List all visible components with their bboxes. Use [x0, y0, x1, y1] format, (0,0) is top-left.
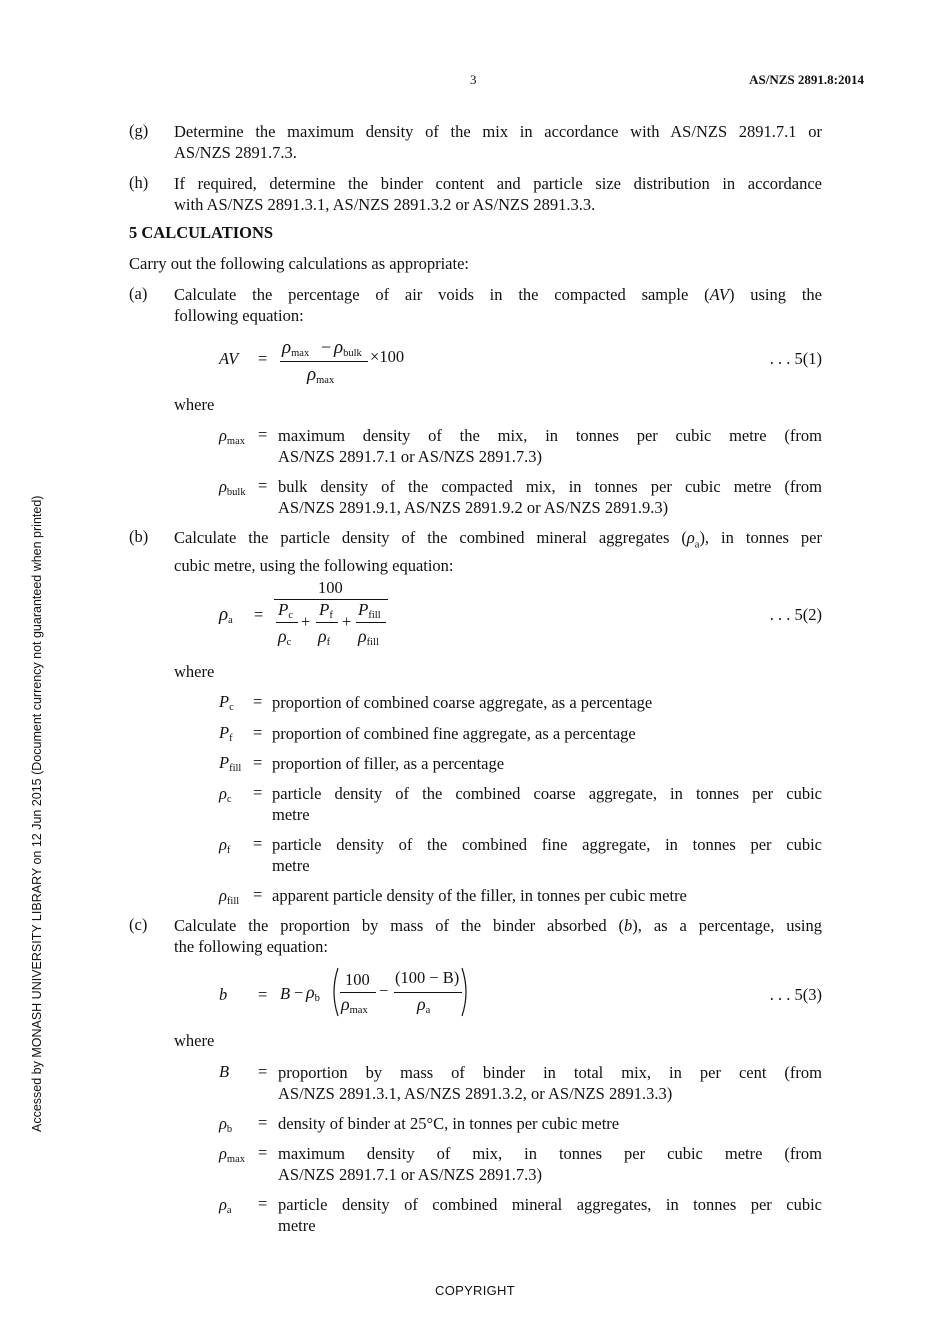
eq2-rho-f — [318, 626, 330, 648]
def-b-eq-1: = — [253, 723, 263, 742]
rho-symbol: ρ — [417, 994, 426, 1014]
def-b-sym-4 — [219, 835, 230, 856]
step-g-line1: Determine the maximum density of the mix in accordance with AS/NZS 2891.7.1 or — [174, 122, 822, 141]
eq1-equals: = — [258, 349, 268, 368]
sub-c: c — [286, 637, 292, 648]
def-a-line2-1: AS/NZS 2891.9.1, AS/NZS 2891.9.2 or AS/NZS 2891.9.3) — [278, 498, 669, 517]
eq3-num-100-B — [395, 968, 459, 988]
def-c-eq-0: = — [258, 1062, 268, 1081]
eq3-bar-1 — [340, 992, 376, 993]
eq2-equals: = — [254, 605, 264, 624]
sub-f: f — [326, 637, 331, 648]
rho-symbol: ρ — [318, 626, 327, 646]
sym-P: P — [219, 692, 230, 711]
def-b-line1-4: particle density of the combined fine aggregate, in tonnes per cubic — [272, 835, 822, 854]
def-b-line2-4: metre — [272, 856, 310, 875]
page-number: 3 — [470, 72, 477, 87]
eq1-ref: . . . 5(1) — [769, 349, 822, 368]
def-c-line2-0: AS/NZS 2891.3.1, AS/NZS 2891.3.2, or AS/NZS 2891.3.3) — [278, 1084, 673, 1103]
calc-b-text — [174, 527, 822, 576]
eq3-lhs: b — [219, 985, 228, 1004]
def-c-eq-3: = — [258, 1194, 268, 1213]
rho-symbol: ρ — [306, 982, 315, 1002]
def-b-text-0: proportion of combined coarse aggregate, as a percentage — [272, 693, 653, 712]
hundred: 100 — [379, 347, 405, 366]
def-b-sym-0 — [219, 692, 234, 713]
eq2-plus-2: + — [342, 612, 352, 631]
eq1-den-rho-max — [307, 364, 334, 386]
def-c-line2-2: AS/NZS 2891.7.1 or AS/NZS 2891.7.3) — [278, 1165, 543, 1184]
step-h-line1: If required, determine the binder content and particle size distribution in accordance — [174, 174, 822, 193]
def-c-sym-3 — [219, 1195, 232, 1216]
eq3-equals: = — [258, 985, 268, 1004]
eq3-left-paren — [328, 966, 340, 1018]
eq3-minus: − — [294, 983, 304, 1002]
step-h-label: (h) — [129, 173, 149, 192]
calc-a-where: where — [174, 395, 215, 414]
rho-symbol: ρ — [334, 337, 344, 358]
sym-sub: max — [226, 1154, 245, 1165]
def-b-text-5: apparent particle density of the filler, in tonnes per cubic metre — [272, 886, 687, 905]
eq3-rho-max — [341, 994, 368, 1016]
def-a-line1-1: bulk density of the compacted mix, in tonnes per cubic metre (from — [278, 477, 822, 496]
eq1-minus: − — [321, 337, 332, 357]
def-c-text-0 — [278, 1062, 822, 1104]
def-c-sym-0 — [219, 1062, 229, 1082]
sym-P: P — [219, 723, 230, 742]
sym-rho: ρ — [219, 426, 227, 445]
section-intro: Carry out the following calculations as appropriate: — [129, 254, 469, 273]
def-b-sym-1 — [219, 723, 233, 744]
def-a-text-0 — [278, 425, 822, 467]
eq2-plus-1: + — [301, 612, 311, 631]
rho-symbol: ρ — [341, 994, 350, 1014]
calc-c-where: where — [174, 1031, 215, 1050]
sym-sub: f — [226, 845, 231, 856]
sym-sub: fill — [226, 896, 240, 907]
sym-rho: ρ — [219, 1114, 227, 1133]
calc-b-line2: cubic metre, using the following equation: — [174, 556, 454, 576]
sym-sub: max — [226, 436, 245, 447]
def-b-text-4 — [272, 834, 822, 876]
rho-symbol: ρ — [278, 626, 287, 646]
sym-rho: ρ — [219, 477, 227, 496]
eq3-B: B — [280, 984, 291, 1003]
def-b-text-3 — [272, 783, 822, 825]
eq3-rho-b — [306, 982, 320, 1004]
eq3-minus-2: − — [379, 981, 389, 1000]
def-a-eq-0: = — [258, 425, 268, 444]
sym-rho: ρ — [219, 835, 227, 854]
sym-sub: a — [226, 1205, 232, 1216]
sub-f: f — [329, 610, 333, 621]
sym-P: P — [219, 753, 230, 772]
eq2-bar-fill — [356, 622, 386, 623]
section-heading: 5 CALCULATIONS — [129, 223, 274, 242]
eq2-rho-c — [278, 626, 291, 648]
eq2-numerator: 100 — [318, 578, 343, 597]
eq2-bar-c — [276, 622, 298, 623]
calc-a-label: (a) — [129, 284, 148, 303]
def-b-eq-3: = — [253, 783, 263, 802]
def-b-line1-3: particle density of the combined coarse aggregate, in tonnes per cubic — [272, 784, 822, 803]
def-c-text-1: density of binder at 25°C, in tonnes per cubic metre — [278, 1114, 620, 1133]
eq3-bar-2 — [394, 992, 462, 993]
times-symbol: × — [370, 347, 380, 366]
def-c-text-2 — [278, 1143, 822, 1185]
eq1-lhs: AV — [219, 349, 239, 368]
sub-fill: fill — [366, 637, 379, 648]
calc-b-where: where — [174, 662, 215, 681]
P-symbol: P — [278, 600, 289, 619]
rho-symbol: ρ — [282, 337, 292, 358]
calc-b-line1: Calculate the particle density of the combined mineral aggregates $(\rho_a)$, in tonnes per — [174, 528, 822, 551]
sym-rho: ρ — [219, 784, 227, 803]
def-c-eq-2: = — [258, 1143, 268, 1162]
def-b-eq-0: = — [253, 692, 263, 711]
eq2-pf — [319, 600, 333, 621]
def-a-text-1 — [278, 476, 822, 518]
def-b-eq-2: = — [253, 753, 263, 772]
def-c-line2-3: metre — [278, 1216, 316, 1235]
sym-B: B — [219, 1062, 230, 1081]
eq1-num-rho-bulk — [334, 337, 362, 359]
rho-symbol: ρ — [307, 364, 317, 385]
def-c-text-3 — [278, 1194, 822, 1236]
def-b-line2-3: metre — [272, 805, 310, 824]
sym-sub: b — [226, 1124, 233, 1135]
def-c-sym-2 — [219, 1144, 245, 1165]
calc-c-text — [174, 915, 822, 957]
eq2-pfill — [358, 600, 381, 621]
eq2-lhs — [219, 604, 233, 626]
eq2-bar-f — [316, 622, 338, 623]
def-b-sym-2 — [219, 753, 241, 774]
sym-sub: c — [229, 702, 234, 713]
sub-bulk: bulk — [343, 348, 362, 359]
sym-sub: fill — [229, 763, 242, 774]
step-g-line2: AS/NZS 2891.7.3. — [174, 143, 297, 162]
def-b-text-1: proportion of combined fine aggregate, as a percentage — [272, 724, 636, 743]
access-side-note: Accessed by MONASH UNIVERSITY LIBRARY on 12 Jun 2015 (Document currency not guaranteed when printed) — [30, 495, 44, 1132]
def-a-sym-1 — [219, 477, 246, 498]
calc-b-label: (b) — [129, 527, 149, 546]
calc-a-line2: following equation: — [174, 306, 304, 325]
eq1-times-100 — [370, 347, 404, 367]
sub-max: max — [291, 348, 310, 359]
P-symbol: P — [319, 600, 330, 619]
P-symbol: P — [358, 600, 369, 619]
eq3-ref: . . . 5(3) — [769, 985, 822, 1004]
sym-sub: c — [226, 794, 232, 805]
calc-c-line1: Calculate the proportion by mass of the binder absorbed (b), as a percentage, using — [174, 916, 823, 935]
eq3-right-paren — [460, 966, 472, 1018]
eq2-rho-fill — [358, 626, 379, 648]
def-a-line2-0: AS/NZS 2891.7.1 or AS/NZS 2891.7.3) — [278, 447, 543, 466]
def-c-eq-1: = — [258, 1113, 268, 1132]
sym-sub: f — [229, 733, 233, 744]
calc-a-text — [174, 284, 822, 326]
standard-number: AS/NZS 2891.8:2014 — [749, 72, 864, 87]
sub-a: a — [425, 1005, 431, 1016]
def-a-eq-1: = — [258, 476, 268, 495]
def-c-line1-2: maximum density of mix, in tonnes per cubic metre (from — [278, 1144, 822, 1163]
calc-c-label: (c) — [129, 915, 148, 934]
sub-c: c — [288, 610, 294, 621]
eq3-num-100: 100 — [345, 970, 370, 989]
sym-rho: ρ — [219, 1144, 227, 1163]
def-b-eq-4: = — [253, 834, 263, 853]
eq1-num-rho-max — [282, 337, 309, 359]
def-b-sym-5 — [219, 886, 239, 907]
sub-fill: fill — [368, 610, 381, 621]
sub-max: max — [349, 1005, 368, 1016]
def-c-line1-3: particle density of combined mineral aggregates, in tonnes per cubic — [278, 1195, 822, 1214]
def-c-line1-0: proportion by mass of binder in total mix, in per cent (from — [278, 1063, 822, 1082]
def-c-sym-1 — [219, 1114, 232, 1135]
sub-b: b — [314, 993, 320, 1004]
sym-rho: ρ — [219, 886, 227, 905]
def-b-text-2: proportion of filler, as a percentage — [272, 754, 505, 773]
step-h-text — [174, 173, 822, 215]
sym-sub: bulk — [226, 487, 246, 498]
rho-symbol: ρ — [358, 626, 367, 646]
copyright-footer: COPYRIGHT — [435, 1283, 515, 1298]
sym-rho: ρ — [219, 1195, 227, 1214]
eq1-fraction-bar — [280, 361, 368, 362]
eq3-rho-a — [417, 994, 430, 1016]
eq2-pc — [278, 600, 293, 621]
calc-c-line2: the following equation: — [174, 937, 328, 956]
step-h-line2: with AS/NZS 2891.3.1, AS/NZS 2891.3.2 or AS/NZS 2891.3.3. — [174, 195, 596, 214]
calc-a-line1: Calculate the percentage of air voids in the compacted sample (AV) using the — [174, 285, 822, 304]
step-g-text — [174, 121, 822, 163]
def-a-line1-0: maximum density of the mix, in tonnes per cubic metre (from — [278, 426, 822, 445]
hundred-minus-B: (100 − B) — [395, 968, 460, 987]
step-g-label: (g) — [129, 121, 149, 140]
def-b-sym-3 — [219, 784, 232, 805]
sub-a: a — [228, 615, 233, 626]
eq2-ref: . . . 5(2) — [769, 605, 822, 624]
rho-symbol: ρ — [219, 604, 229, 625]
def-a-sym-0 — [219, 426, 245, 447]
def-b-eq-5: = — [253, 885, 263, 904]
sub-max: max — [316, 375, 335, 386]
